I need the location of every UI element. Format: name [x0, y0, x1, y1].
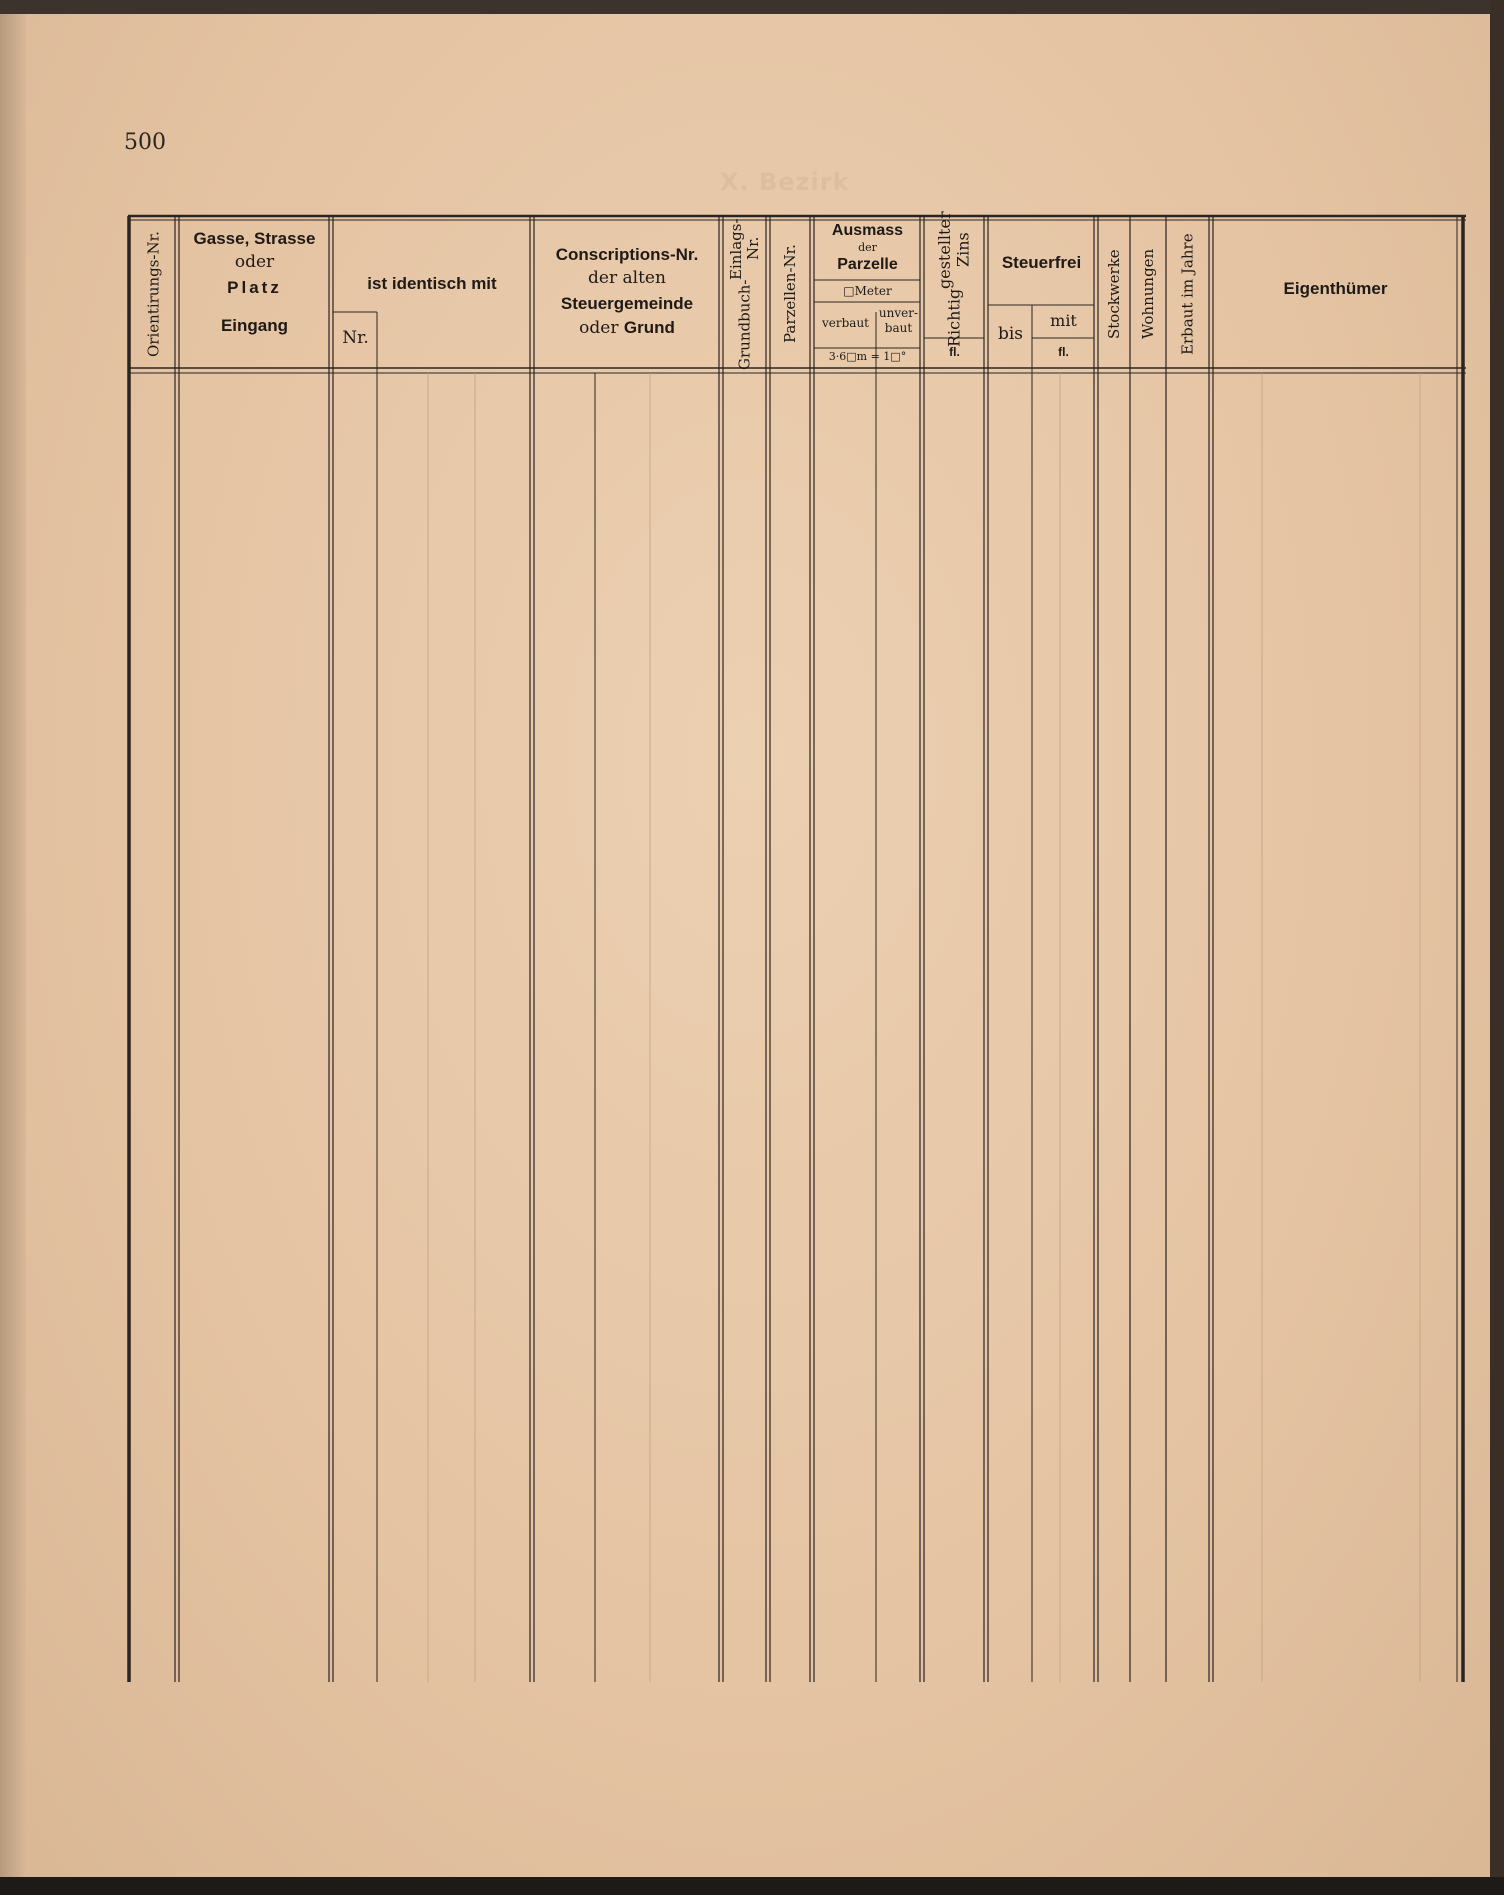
header-steuerfrei-unit: fl. — [1058, 345, 1069, 359]
header-erbaut: Erbaut im Jahre — [1178, 233, 1197, 355]
header-conscr-line3: Steuergemeinde — [560, 293, 694, 313]
header-grundbuch — [724, 218, 766, 370]
bleed-through-text: X. Bezirk — [720, 168, 850, 196]
header-richtig-line2: gestellter Zins — [935, 211, 973, 289]
header-gasse-line1: Gasse, Strasse — [193, 229, 316, 248]
header-conscr-line4b: Grund — [623, 317, 675, 337]
header-ausmass-meter: □Meter — [843, 284, 892, 298]
header-wohnungen: Wohnungen — [1138, 248, 1157, 340]
header-gasse-line3: Platz — [227, 277, 282, 297]
header-richtig-line1: Richtig — [944, 288, 964, 347]
header-grundbuch-line2: Einlags-Nr. — [726, 218, 762, 280]
header-identisch: ist identisch mit — [367, 274, 497, 293]
header-eigenthuemer: Eigenthümer — [1283, 279, 1388, 298]
header-ausmass-verbaut: verbaut — [821, 316, 869, 330]
header-ausmass-unverbaut — [877, 306, 920, 336]
header-ausmass-unverbaut-2: baut — [884, 321, 913, 335]
header-conscr-line4-row — [535, 317, 719, 339]
header-identisch-nr: Nr. — [342, 328, 369, 348]
header-ausmass-conversion: 3·6□m = 1□° — [828, 350, 907, 363]
header-gasse — [180, 228, 329, 336]
header-ausmass — [815, 221, 920, 275]
header-richtig-unit: fl. — [949, 345, 960, 359]
header-ausmass-unverbaut-1: unver- — [878, 306, 919, 320]
header-steuerfrei: Steuerfrei — [1001, 253, 1082, 272]
header-parzellen: Parzellen-Nr. — [780, 244, 799, 344]
header-gasse-line2: oder — [234, 252, 275, 273]
header-steuerfrei-mit: mit — [1050, 311, 1077, 330]
header-conscr-line4a: oder — [579, 317, 619, 338]
header-ausmass-line2: der — [858, 241, 877, 254]
header-conscr-line1: Conscriptions-Nr. — [555, 245, 699, 264]
header-orientirungs: Orientirungs-Nr. — [144, 231, 163, 357]
page-number: 500 — [124, 130, 166, 155]
header-ausmass-line3: Parzelle — [837, 255, 898, 273]
header-grundbuch-line1: Grundbuch- — [735, 279, 754, 370]
header-gasse-line4: Eingang — [220, 315, 289, 335]
header-steuerfrei-bis: bis — [997, 324, 1024, 344]
header-ausmass-line1: Ausmass — [831, 222, 904, 239]
header-conscr-line2: der alten — [588, 268, 666, 289]
header-conscriptions — [535, 244, 719, 339]
header-stockwerke: Stockwerke — [1104, 249, 1123, 339]
header-conscr-line2-row — [535, 268, 719, 289]
header-richtig — [925, 211, 984, 347]
